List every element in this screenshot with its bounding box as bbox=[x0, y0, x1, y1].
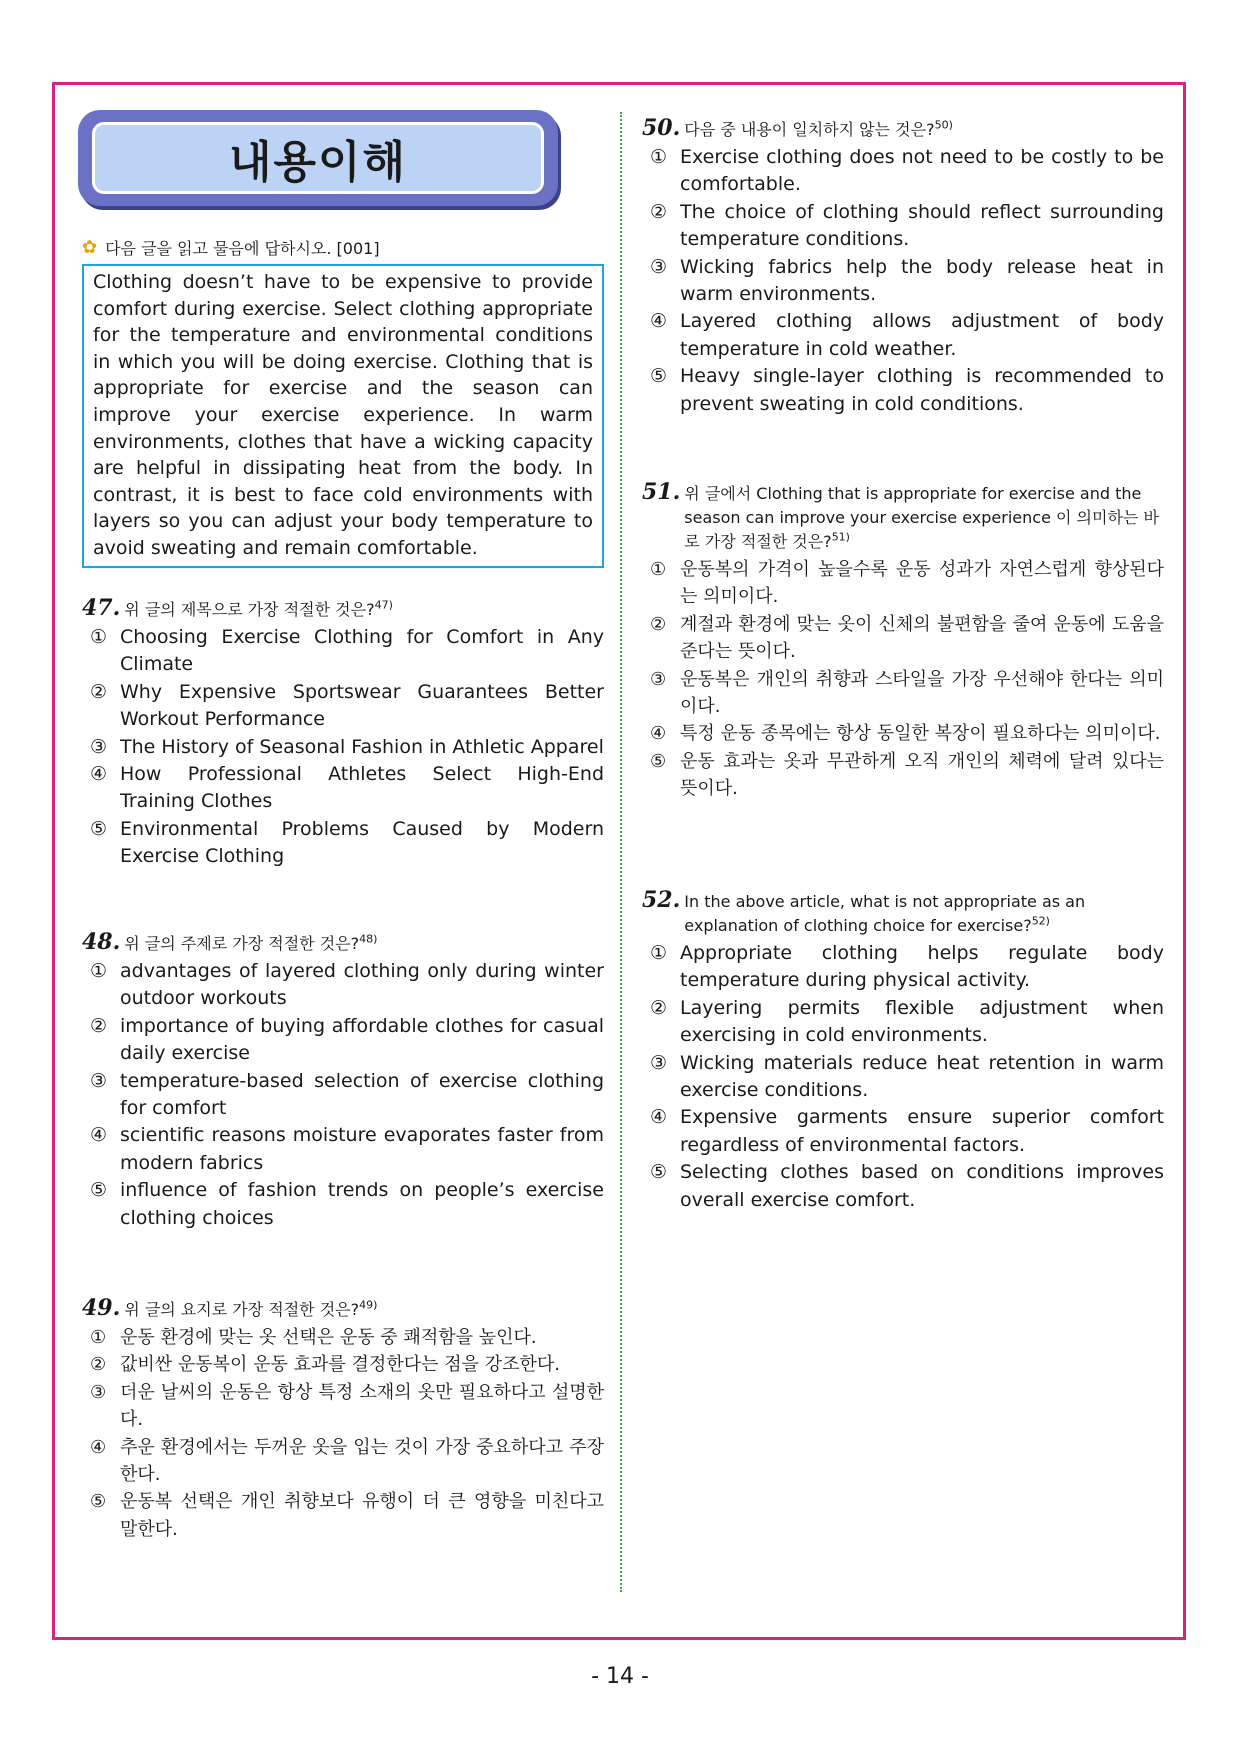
option-text: Layering permits flexible adjustment when exercising in cold environments. bbox=[680, 996, 1164, 1047]
question-52 bbox=[642, 888, 1164, 1214]
option-text: temperature-based selection of exercise clothing for comfort bbox=[120, 1069, 604, 1120]
option-mark: ⑤ bbox=[650, 1161, 668, 1184]
stem-text: 위 글의 요지로 가장 적절한 것은? bbox=[124, 1300, 360, 1319]
instruction bbox=[82, 236, 380, 259]
question-head bbox=[642, 888, 1164, 938]
option[interactable] bbox=[642, 254, 1164, 309]
option-mark: ① bbox=[650, 146, 668, 168]
option-list bbox=[642, 940, 1164, 1214]
option[interactable] bbox=[642, 1050, 1164, 1105]
option-list bbox=[82, 1324, 604, 1543]
question-stem bbox=[124, 598, 604, 622]
question-number: 52. bbox=[642, 887, 681, 913]
option-mark: ⑤ bbox=[650, 750, 667, 772]
option[interactable] bbox=[642, 308, 1164, 363]
option-text: 운동 효과는 옷과 무관하게 오직 개인의 체력에 달려 있다는 뜻이다. bbox=[680, 750, 1164, 800]
option-mark: ② bbox=[650, 996, 668, 1019]
question-number: 47. bbox=[82, 595, 121, 621]
option[interactable] bbox=[642, 720, 1164, 747]
option-text: Environmental Problems Caused by Modern Exercise Clothing bbox=[120, 817, 604, 868]
option-mark: ④ bbox=[90, 1436, 107, 1458]
option-text: 값비싼 운동복이 운동 효과를 결정한다는 점을 강조한다. bbox=[120, 1354, 560, 1376]
stem-text: In the above article, what is not appropriate as an explanation of clothing choice for exercise? bbox=[684, 892, 1086, 935]
option-text: 추운 환경에서는 두꺼운 옷을 입는 것이 가장 중요하다고 주장한다. bbox=[120, 1436, 604, 1486]
option-list bbox=[82, 958, 604, 1232]
option[interactable] bbox=[642, 1159, 1164, 1214]
stem-text: 위 글의 제목으로 가장 적절한 것은? bbox=[124, 600, 375, 619]
option-text: Wicking materials reduce heat retention in warm exercise conditions. bbox=[680, 1051, 1164, 1102]
question-stem bbox=[684, 118, 1164, 142]
stem-text: 다음 중 내용이 일치하지 않는 것은? bbox=[684, 120, 935, 139]
question-head bbox=[82, 930, 604, 956]
option[interactable] bbox=[642, 995, 1164, 1050]
option[interactable] bbox=[82, 1177, 604, 1232]
option[interactable] bbox=[82, 1488, 604, 1543]
option-text: 운동복은 개인의 취향과 스타일을 가장 우선해야 한다는 의미이다. bbox=[680, 668, 1164, 718]
option-text: Expensive garments ensure superior comfort regardless of environmental factors. bbox=[680, 1106, 1164, 1156]
option-mark: ① bbox=[650, 942, 668, 964]
option-text: influence of fashion trends on people’s exercise clothing choices bbox=[120, 1179, 604, 1229]
option[interactable] bbox=[642, 363, 1164, 418]
option-mark: ④ bbox=[650, 723, 667, 745]
option[interactable] bbox=[642, 556, 1164, 611]
question-head bbox=[642, 116, 1164, 142]
option-text: 운동 환경에 맞는 옷 선택은 운동 중 쾌적함을 높인다. bbox=[120, 1327, 537, 1348]
flower-icon: ✿ bbox=[82, 237, 98, 258]
option-mark: ④ bbox=[650, 310, 668, 333]
option-mark: ① bbox=[90, 1327, 107, 1348]
option-mark: ③ bbox=[650, 668, 667, 690]
option-mark: ② bbox=[650, 613, 667, 635]
option-text: Exercise clothing does not need to be costly to be comfortable. bbox=[680, 146, 1164, 196]
option[interactable] bbox=[642, 940, 1164, 995]
question-stem bbox=[124, 1298, 604, 1322]
option-text: Layered clothing allows adjustment of body temperature in cold weather. bbox=[680, 310, 1164, 360]
option[interactable] bbox=[82, 1434, 604, 1489]
question-number: 48. bbox=[82, 929, 121, 955]
option[interactable] bbox=[82, 958, 604, 1013]
question-49 bbox=[82, 1296, 604, 1543]
option-text: Selecting clothes based on conditions improves overall exercise comfort. bbox=[680, 1161, 1164, 1211]
option-mark: ④ bbox=[650, 1106, 668, 1129]
option-text: 특정 운동 종목에는 항상 동일한 복장이 필요하다는 의미이다. bbox=[680, 723, 1161, 745]
option-text: 더운 날씨의 운동은 항상 특정 소재의 옷만 필요하다고 설명한다. bbox=[120, 1381, 604, 1431]
section-title: 내용이해 bbox=[228, 137, 407, 188]
option[interactable] bbox=[642, 666, 1164, 721]
option-text: How Professional Athletes Select High-End Training Clothes bbox=[120, 763, 604, 813]
option[interactable] bbox=[82, 1379, 604, 1434]
option[interactable] bbox=[82, 734, 604, 761]
option-text: advantages of layered clothing only during winter outdoor workouts bbox=[120, 960, 604, 1010]
footnote-ref: 47) bbox=[374, 598, 393, 612]
question-47 bbox=[82, 596, 604, 871]
option-mark: ② bbox=[650, 200, 668, 223]
option-mark: ③ bbox=[90, 1069, 108, 1092]
option-text: 운동복 선택은 개인 취향보다 유행이 더 큰 영향을 미친다고 말한다. bbox=[120, 1491, 604, 1540]
option-mark: ⑤ bbox=[90, 1179, 108, 1202]
option[interactable] bbox=[82, 679, 604, 734]
option-text: importance of buying affordable clothes for casual daily exercise bbox=[120, 1014, 604, 1065]
footnote-ref: 52) bbox=[1031, 914, 1050, 928]
question-head bbox=[82, 1296, 604, 1322]
footnote-ref: 51) bbox=[831, 530, 850, 544]
question-number: 50. bbox=[642, 115, 681, 141]
option-mark: ② bbox=[90, 680, 108, 703]
option-mark: ① bbox=[650, 559, 667, 580]
option-mark: ⑤ bbox=[650, 365, 668, 388]
option-mark: ① bbox=[90, 626, 108, 648]
footnote-ref: 49) bbox=[359, 1298, 378, 1312]
option[interactable] bbox=[82, 1013, 604, 1068]
option-text: Wicking fabrics help the body release heat in warm environments. bbox=[680, 255, 1164, 306]
option[interactable] bbox=[82, 1351, 604, 1378]
option-mark: ④ bbox=[90, 763, 108, 786]
question-51 bbox=[642, 480, 1164, 803]
option-mark: ② bbox=[90, 1354, 107, 1376]
column-divider bbox=[620, 112, 622, 1592]
option-mark: ③ bbox=[90, 1381, 107, 1403]
instruction-text: 다음 글을 읽고 물음에 답하시오. [001] bbox=[105, 239, 380, 258]
option-text: Why Expensive Sportswear Guarantees Better Workout Performance bbox=[120, 680, 604, 731]
footnote-ref: 50) bbox=[934, 118, 953, 132]
option-mark: ① bbox=[90, 960, 108, 982]
option-text: Heavy single-layer clothing is recommended to prevent sweating in cold conditions. bbox=[680, 365, 1164, 415]
option[interactable] bbox=[82, 816, 604, 871]
option-mark: ② bbox=[90, 1014, 108, 1037]
option[interactable] bbox=[642, 199, 1164, 254]
option[interactable] bbox=[82, 1122, 604, 1177]
option-text: scientific reasons moisture evaporates faster from modern fabrics bbox=[120, 1124, 604, 1174]
question-head bbox=[642, 480, 1164, 554]
option-mark: ④ bbox=[90, 1124, 108, 1147]
option-text: Appropriate clothing helps regulate body temperature during physical activity. bbox=[680, 942, 1164, 992]
question-stem bbox=[124, 932, 604, 956]
option[interactable] bbox=[82, 624, 604, 679]
stem-text: 위 글에서 Clothing that is appropriate for exercise and the season can improve your exercise experience 이 의미하는 바로 가장 적절한 것은? bbox=[684, 484, 1159, 551]
question-stem bbox=[684, 482, 1164, 554]
option-mark: ③ bbox=[650, 1051, 668, 1074]
option[interactable] bbox=[82, 1068, 604, 1123]
option[interactable] bbox=[82, 1324, 604, 1351]
option-mark: ③ bbox=[90, 735, 108, 758]
option-list bbox=[642, 556, 1164, 803]
option-text: 계절과 환경에 맞는 옷이 신체의 불편함을 줄여 운동에 도움을 준다는 뜻이다. bbox=[680, 613, 1164, 663]
footnote-ref: 48) bbox=[359, 932, 378, 946]
option-mark: ⑤ bbox=[90, 1491, 107, 1513]
section-title-box bbox=[78, 110, 558, 206]
option-text: The choice of clothing should reflect surrounding temperature conditions. bbox=[680, 200, 1164, 251]
reading-passage: Clothing doesn’t have to be expensive to provide comfort during exercise. Select clothing appropriate for the temperature and environmental conditions in which you will be doing exercise. Clothing that is appropriate for exercise and the season can improve your exercise experience. In warm environments, clothes that have a wicking capacity are helpful in dissipating heat from the body. In contrast, it is best to face cold environments with layers so you can adjust your body temperature to avoid sweating and remain comfortable. bbox=[82, 264, 604, 568]
question-48 bbox=[82, 930, 604, 1232]
option[interactable] bbox=[642, 1104, 1164, 1159]
question-head bbox=[82, 596, 604, 622]
option-text: Choosing Exercise Clothing for Comfort in Any Climate bbox=[120, 626, 604, 676]
option-mark: ⑤ bbox=[90, 817, 108, 840]
section-title-inner bbox=[92, 122, 544, 194]
option-list bbox=[642, 144, 1164, 418]
option[interactable] bbox=[642, 748, 1164, 803]
question-50 bbox=[642, 116, 1164, 418]
option[interactable] bbox=[642, 611, 1164, 666]
option-text: The History of Seasonal Fashion in Athletic Apparel bbox=[120, 735, 604, 758]
question-stem bbox=[684, 890, 1164, 938]
option[interactable] bbox=[642, 144, 1164, 199]
option-text: 운동복의 가격이 높을수록 운동 성과가 자연스럽게 향상된다는 의미이다. bbox=[680, 559, 1164, 608]
stem-text: 위 글의 주제로 가장 적절한 것은? bbox=[124, 934, 360, 953]
question-number: 49. bbox=[82, 1295, 121, 1321]
option[interactable] bbox=[82, 761, 604, 816]
page-number: - 14 - bbox=[591, 1664, 649, 1689]
question-number: 51. bbox=[642, 479, 681, 505]
option-mark: ③ bbox=[650, 255, 668, 278]
option-list bbox=[82, 624, 604, 871]
